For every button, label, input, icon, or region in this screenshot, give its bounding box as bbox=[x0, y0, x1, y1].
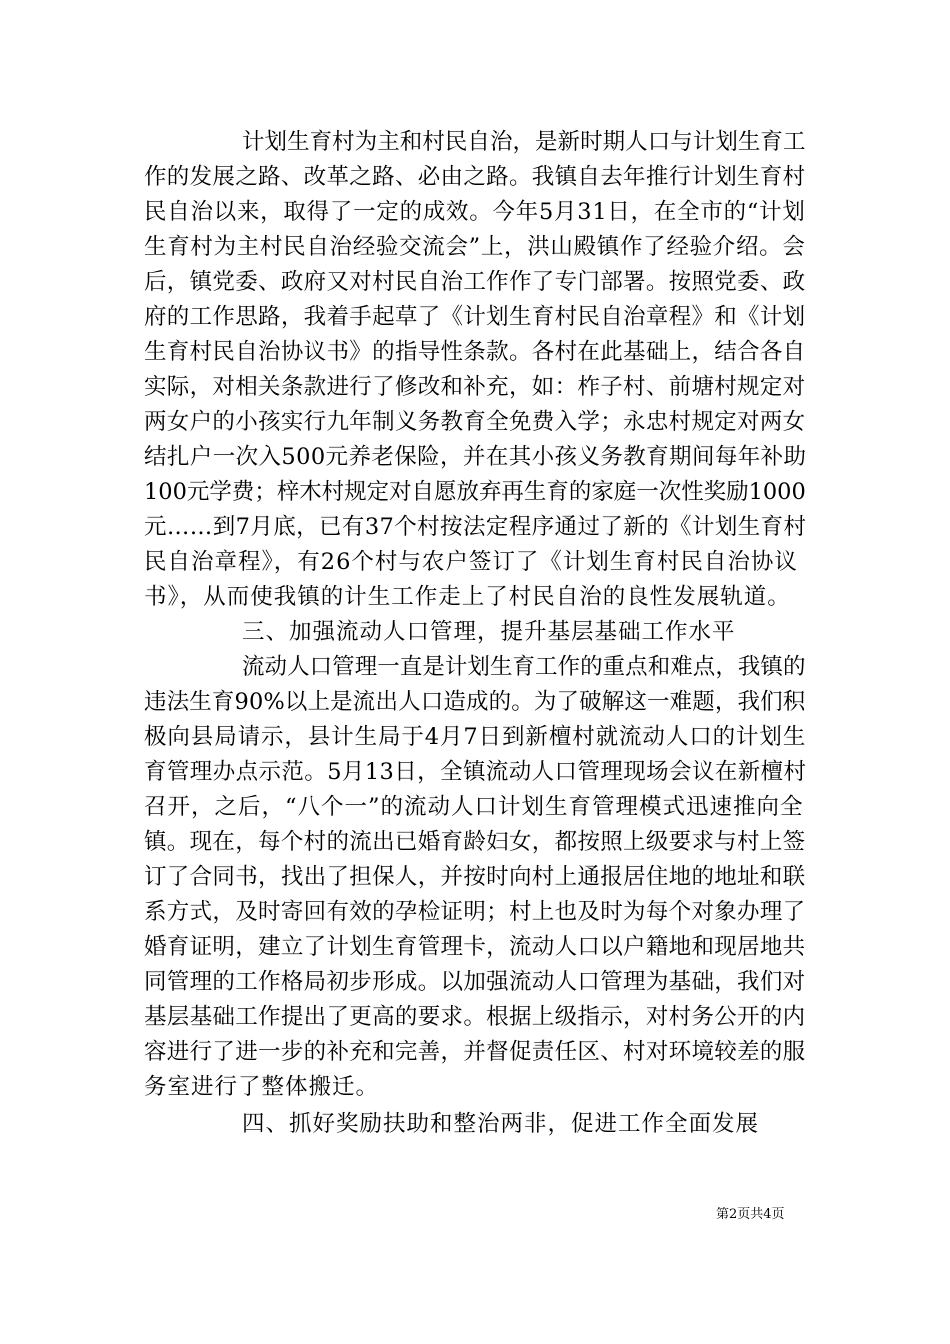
paragraph-1-line-4: 生育村为主村民自治经验交流会”上，洪山殿镇作了经验介绍。会 bbox=[144, 234, 806, 260]
paragraph-1-line-13: 民自治章程》，有26个村与农户签订了《计划生育村民自治协议 bbox=[144, 549, 798, 575]
paragraph-1-line-7: 生育村民自治协议书》的指导性条款。各村在此基础上，结合各自 bbox=[144, 339, 806, 365]
paragraph-2-line-5: 召开，之后，“八个一”的流动人口计划生育管理模式迅速推向全 bbox=[144, 794, 804, 820]
section-heading-4: 四、抓好奖励扶助和整治两非，促进工作全面发展 bbox=[242, 1111, 760, 1137]
paragraph-1-line-14: 书》，从而使我镇的计生工作走上了村民自治的良性发展轨道。 bbox=[144, 584, 791, 610]
paragraph-2-line-8: 系方式，及时寄回有效的孕检证明；村上也及时为每个对象办理了 bbox=[144, 899, 806, 925]
paragraph-1-line-8: 实际，对相关条款进行了修改和补充，如：柞子村、前塘村规定对 bbox=[144, 374, 806, 400]
paragraph-1-line-3: 民自治以来，取得了一定的成效。今年5月31日，在全市的“计划 bbox=[144, 199, 806, 225]
section-heading-3: 三、加强流动人口管理，提升基层基础工作水平 bbox=[242, 619, 736, 645]
paragraph-1-line-5: 后，镇党委、政府又对村民自治工作作了专门部署。按照党委、政 bbox=[144, 269, 806, 295]
paragraph-2-line-13: 务室进行了整体搬迁。 bbox=[144, 1074, 380, 1100]
paragraph-2-line-3: 极向县局请示，县计生局于4月7日到新檀村就流动人口的计划生 bbox=[144, 724, 807, 750]
paragraph-2-line-12: 容进行了进一步的补充和完善，并督促责任区、村对环境较差的服 bbox=[144, 1039, 806, 1065]
paragraph-1-line-11: 100元学费；梓木村规定对自愿放弃再生育的家庭一次性奖励1000 bbox=[144, 479, 806, 505]
paragraph-2-line-11: 基层基础工作提出了更高的要求。根据上级指示，对村务公开的内 bbox=[144, 1004, 806, 1030]
paragraph-1-line-6: 府的工作思路，我着手起草了《计划生育村民自治章程》和《计划 bbox=[144, 304, 806, 330]
paragraph-2-line-9: 婚育证明，建立了计划生育管理卡，流动人口以户籍地和现居地共 bbox=[144, 934, 806, 960]
paragraph-2-line-4: 育管理办点示范。5月13日，全镇流动人口管理现场会议在新檀村 bbox=[144, 759, 807, 785]
paragraph-1-line-9: 两女户的小孩实行九年制义务教育全免费入学；永忠村规定对两女 bbox=[144, 409, 806, 435]
page-number-footer: 第2页共4页 bbox=[716, 1207, 785, 1222]
paragraph-2-line-10: 同管理的工作格局初步形成。以加强流动人口管理为基础，我们对 bbox=[144, 969, 806, 995]
paragraph-1-line-10: 结扎户一次入500元养老保险，并在其小孩义务教育期间每年补助 bbox=[144, 444, 807, 470]
paragraph-2-line-7: 订了合同书，找出了担保人，并按时向村上通报居住地的地址和联 bbox=[144, 864, 806, 890]
paragraph-2-line-2: 违法生育90%以上是流出人口造成的。为了破解这一难题，我们积 bbox=[144, 689, 806, 715]
paragraph-1-line-2: 作的发展之路、改革之路、必由之路。我镇自去年推行计划生育村 bbox=[144, 164, 806, 190]
paragraph-1-line-12: 元……到7月底，已有37个村按法定程序通过了新的《计划生育村 bbox=[144, 514, 807, 540]
paragraph-2-line-1: 流动人口管理一直是计划生育工作的重点和难点，我镇的 bbox=[242, 654, 806, 680]
paragraph-2-line-6: 镇。现在，每个村的流出已婚育龄妇女，都按照上级要求与村上签 bbox=[144, 829, 806, 855]
paragraph-1-line-1: 计划生育村为主和村民自治，是新时期人口与计划生育工 bbox=[242, 129, 806, 155]
